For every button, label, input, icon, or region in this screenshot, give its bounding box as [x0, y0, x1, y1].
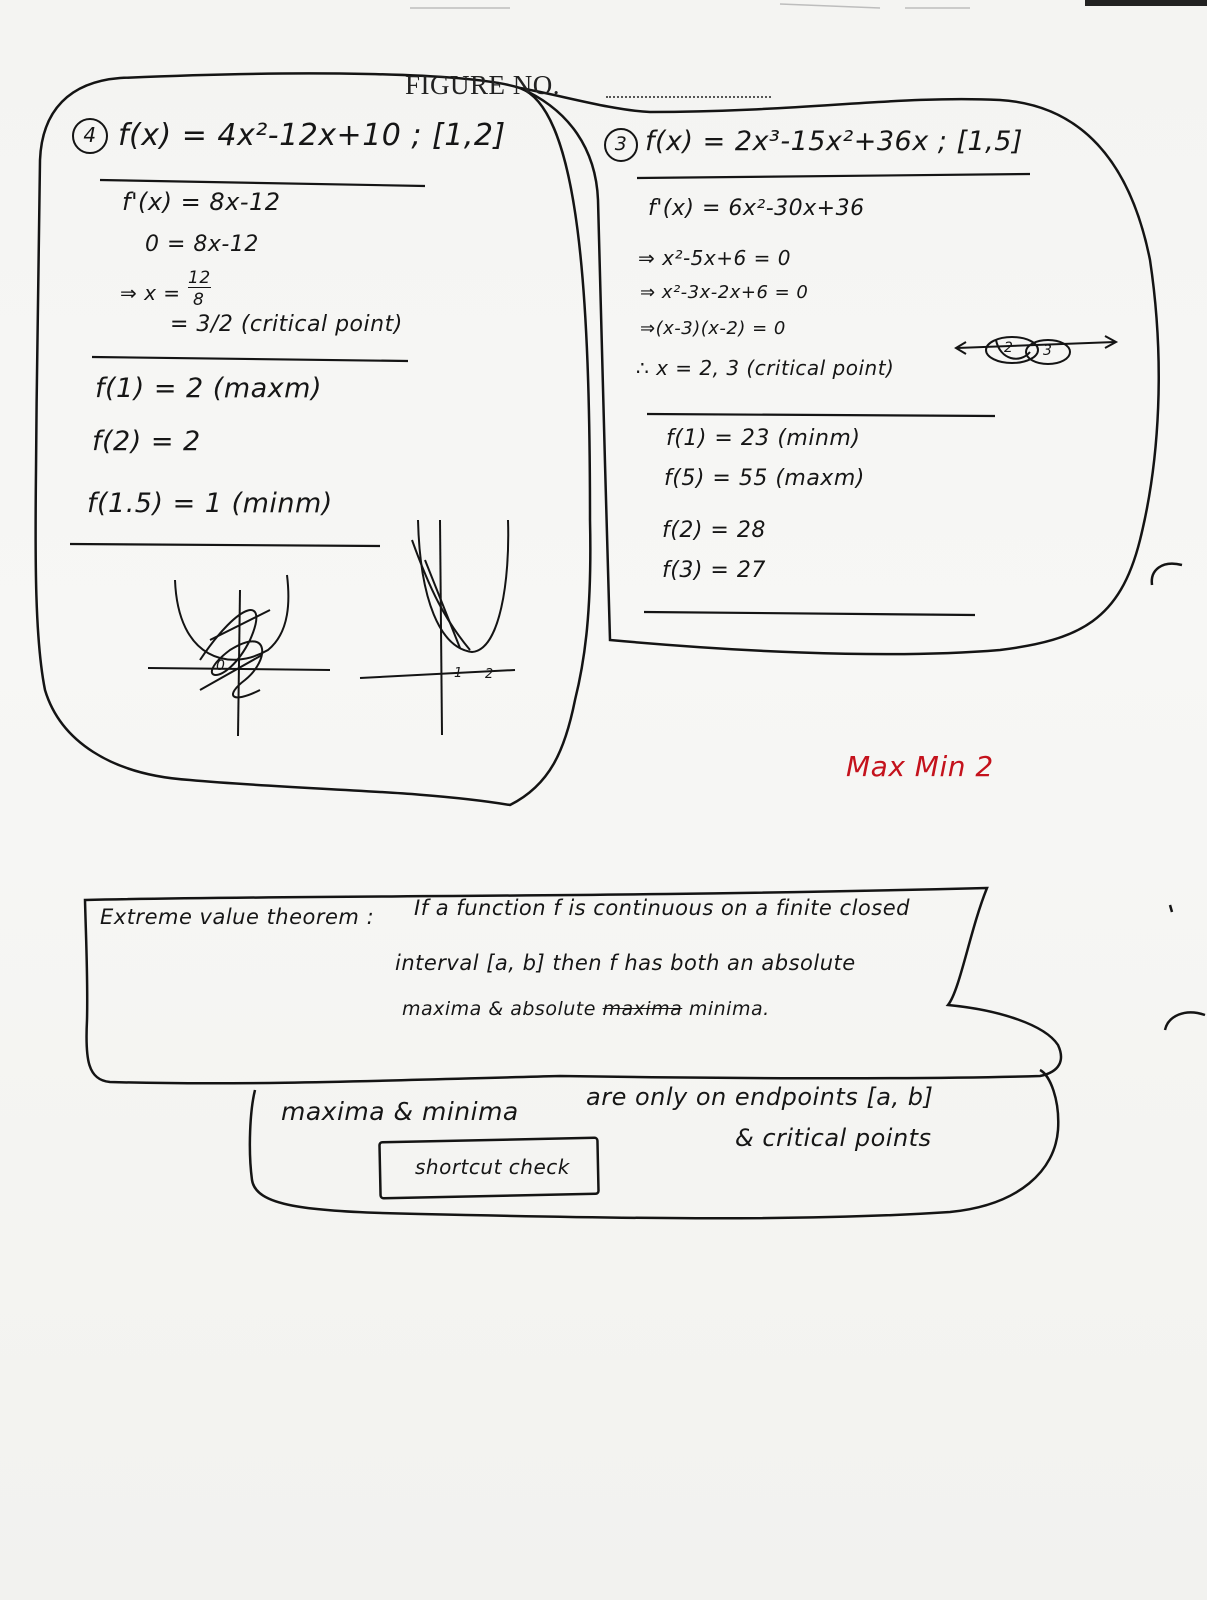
- problem3-step3: ⇒(x-3)(x-2) = 0: [640, 318, 786, 339]
- number-line-sketch: [956, 336, 1116, 364]
- theorem-line-3: [402, 998, 770, 1020]
- theorem-label: Extreme value theorem :: [100, 905, 375, 929]
- problem4-eval-1: f(1) = 2 (maxm): [95, 373, 322, 404]
- problem4-rule-3: [70, 544, 380, 546]
- graph2-sketch: [360, 520, 515, 735]
- figure-number-blank: [606, 96, 771, 98]
- section-title: Max Min 2: [846, 750, 994, 783]
- problem4-rule-1: [100, 180, 425, 186]
- note-right-line-1: are only on endpoints [a, b]: [586, 1083, 934, 1111]
- top-edge-shadow: [1085, 0, 1207, 6]
- problem3-eval-1: f(1) = 23 (minm): [666, 426, 861, 451]
- problem4-function: f(x) = 4x²-12x+10 ; [1,2]: [118, 118, 506, 153]
- problem3-eval-2: f(5) = 55 (maxm): [664, 466, 865, 491]
- problem3-rule-3: [644, 612, 975, 615]
- theorem-line-3-struck: maxima: [602, 998, 683, 1020]
- note-right-line-2: & critical points: [735, 1124, 932, 1152]
- problem4-step2-prefix: ⇒ x =: [120, 281, 181, 305]
- problem4-step3: = 3/2 (critical point): [170, 312, 403, 337]
- problem3-number: 3: [604, 128, 638, 162]
- graph2-tick-2: 2: [485, 667, 494, 682]
- problem3-step2: ⇒ x²-3x-2x+6 = 0: [640, 282, 809, 303]
- graph1-origin-label: 0: [216, 658, 226, 674]
- note-boxed-text: shortcut check: [415, 1155, 570, 1179]
- problem3-derivative: f'(x) = 6x²-30x+36: [648, 196, 865, 221]
- problem4-number: 4: [72, 118, 108, 154]
- problem4-step2-numerator: 12: [188, 268, 211, 288]
- theorem-line-1: If a function f is continuous on a finite closed: [414, 896, 910, 920]
- problem3-eval-4: f(3) = 27: [662, 558, 766, 583]
- problem3-step1: ⇒ x²-5x+6 = 0: [638, 246, 791, 270]
- problem4-rule-2: [92, 357, 408, 361]
- problem3-function: f(x) = 2x³-15x²+36x ; [1,5]: [645, 126, 1023, 157]
- problem4-eval-2: f(2) = 2: [92, 426, 201, 457]
- theorem-line-2: interval [a, b] then f has both an absolute: [395, 951, 856, 975]
- problem4-step1: 0 = 8x-12: [145, 232, 259, 257]
- theorem-line-3-b: minima.: [688, 998, 770, 1020]
- graph2-tick-1: 1: [454, 666, 463, 681]
- graph1-sketch: [148, 575, 330, 736]
- problem3-rule-2: [647, 414, 995, 416]
- figure-label: FIGURE NO.: [405, 70, 561, 100]
- theorem-line-3-a: maxima & absolute: [402, 998, 596, 1020]
- problem4-derivative: f'(x) = 8x-12: [122, 188, 281, 216]
- margin-marks: [1152, 564, 1205, 1030]
- problem4-step2-denominator: 8: [193, 290, 205, 310]
- problem3-eval-3: f(2) = 28: [662, 518, 766, 543]
- numberline-label-2: 2: [1004, 340, 1014, 356]
- paper-bleed-marks: [410, 4, 970, 8]
- problem3-rule-1: [637, 174, 1030, 178]
- numberline-label-3: 3: [1043, 343, 1053, 359]
- problem3-step4: ∴ x = 2, 3 (critical point): [636, 356, 895, 380]
- note-left: maxima & minima: [281, 1097, 519, 1126]
- problem4-eval-3: f(1.5) = 1 (minm): [87, 488, 333, 519]
